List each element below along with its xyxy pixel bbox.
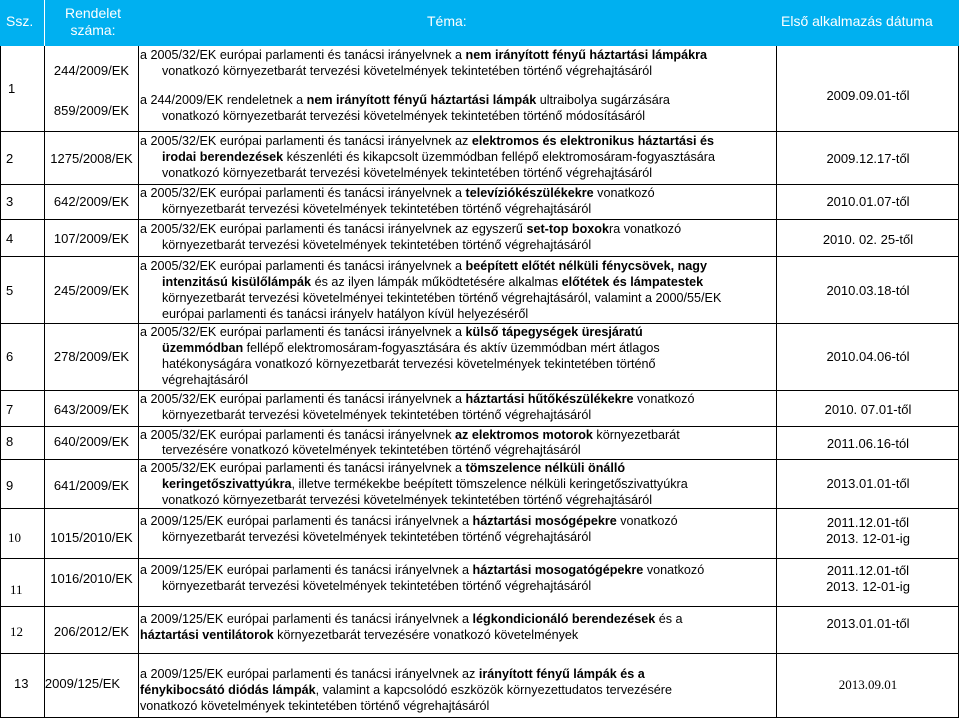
topic-text: a 2005/32/EK európai parlamenti és tanácsi irányelvnek a tömszelence nélküli önálló: [140, 461, 626, 475]
first-application-date: 2009.12.17-től: [826, 151, 910, 166]
row-number: 10: [8, 530, 21, 545]
expiry-date: 2013. 12-01-ig: [826, 579, 910, 594]
topic-text: végrehajtásáról: [162, 373, 249, 387]
regulation-number: 640/2009/EK: [53, 434, 130, 449]
regulation-number: 245/2009/EK: [53, 283, 130, 298]
header-datum: Első alkalmazás dátuma: [781, 13, 933, 29]
row-divider: [0, 256, 959, 257]
row-divider: [0, 131, 959, 132]
first-application-date: 2011.06.16-tól: [826, 436, 910, 451]
topic-text: háztartási ventilátorok környezetbarát tervezésére vonatkozó követelmények: [140, 628, 579, 642]
topic-text: vonatkozó követelmények tekintetében történő végrehajtásáról: [140, 699, 490, 713]
row-number: 7: [6, 402, 14, 417]
topic-text: környezetbarát tervezési követelményei tekintetében történő végrehajtásáról, valamint a 2000/55/EK: [162, 291, 722, 305]
row-divider: [0, 508, 959, 509]
regulation-number: 107/2009/EK: [53, 231, 130, 246]
col-divider: [0, 46, 1, 718]
topic-text: vonatkozó környezetbarát tervezési követelmények tekintetében történő végrehajtásáról: [162, 64, 653, 78]
regulation-number: 1015/2010/EK: [50, 530, 133, 545]
row-number: 12: [10, 624, 23, 639]
first-application-date: 2013.01.01-től: [826, 616, 910, 631]
topic-text: a 2005/32/EK európai parlamenti és tanácsi irányelvnek a beépített előtét nélküli fénycsövek, nagy: [140, 259, 707, 273]
row-number: 8: [6, 434, 14, 449]
topic-text: környezetbarát tervezési követelmények tekintetében történő végrehajtásáról: [162, 408, 592, 422]
topic-text: a 2005/32/EK európai parlamenti és tanácsi irányelvnek az elektromos motorok környezetbarát: [140, 428, 680, 442]
regulation-number: 2009/125/EK: [44, 676, 121, 691]
row-divider: [0, 653, 959, 654]
topic-text: a 2005/32/EK európai parlamenti és tanácsi irányelvnek a külső tápegységek üresjáratú: [140, 325, 643, 339]
topic-text: vonatkozó környezetbarát tervezési követelmények tekintetében történő módosításáról: [162, 109, 646, 123]
table-header: [0, 0, 959, 46]
header-rendelet: Rendelet száma:: [64, 5, 122, 38]
topic-text: a 2005/32/EK európai parlamenti és tanácsi irányelvnek a háztartási hűtőkészülékekre vonatkozó: [140, 392, 695, 406]
first-application-date: 2013.09.01: [838, 677, 898, 692]
regulation-number: 278/2009/EK: [53, 349, 130, 364]
topic-text: a 2005/32/EK európai parlamenti és tanácsi irányelvnek az egyszerű set-top boxokra vonatkozó: [140, 222, 682, 236]
row-divider: [0, 558, 959, 559]
topic-text: tervezésére vonatkozó követelmények tekintetében történő végrehajtásáról: [162, 443, 581, 457]
regulation-number: 1275/2008/EK: [50, 151, 133, 166]
regulation-number: 643/2009/EK: [53, 402, 130, 417]
row-number: 6: [6, 349, 14, 364]
topic-text: irodai berendezések készenléti és kikapcsolt üzemmódban fellépő elektromosáram-fogyasztására: [162, 150, 715, 164]
first-application-date: 2010.04.06-tól: [826, 349, 910, 364]
topic-text: a 2009/125/EK európai parlamenti és tanácsi irányelvnek az irányított fényű lámpák és a: [140, 667, 645, 681]
topic-text: környezetbarát tervezési követelmények tekintetében történő végrehajtásáról: [162, 530, 592, 544]
topic-text: vonatkozó környezetbarát tervezési követelmények tekintetében történő végrehajtásáról: [162, 493, 653, 507]
topic-text: a 2005/32/EK európai parlamenti és tanácsi irányelvnek a televíziókészülékekre vonatkozó: [140, 186, 655, 200]
expiry-date: 2013. 12-01-ig: [826, 531, 910, 546]
topic-text: üzemmódban fellépő elektromosáram-fogyasztására és aktív üzemmódban mért átlagos: [162, 341, 660, 355]
topic-text: a 2005/32/EK európai parlamenti és tanácsi irányelvnek a nem irányított fényű háztartási lámpákra: [140, 48, 707, 62]
first-application-date: 2010.03.18-tól: [826, 283, 910, 298]
col-divider: [138, 46, 139, 718]
first-application-date: 2011.12.01-től: [826, 515, 910, 530]
topic-text: hatékonyságára vonatkozó környezetbarát tervezési követelmények tekintetében történő: [162, 357, 656, 371]
row-number: 2: [6, 151, 14, 166]
regulation-number: 244/2009/EK: [53, 63, 130, 78]
first-application-date: 2011.12.01-től: [826, 563, 910, 578]
row-divider: [0, 219, 959, 220]
row-divider: [0, 606, 959, 607]
regulation-number: 859/2009/EK: [53, 103, 130, 118]
topic-text: keringetőszivattyúkra, illetve termékekbe beépített tömszelence nélküli keringetőszivattyúkra: [162, 477, 688, 491]
topic-text: környezetbarát tervezési követelmények tekintetében történő végrehajtásáról: [162, 202, 592, 216]
topic-text: a 244/2009/EK rendeletnek a nem irányított fényű háztartási lámpák ultraibolya sugárzására: [140, 93, 670, 107]
first-application-date: 2010.01.07-től: [826, 194, 910, 209]
topic-text: környezetbarát tervezési követelmények tekintetében történő végrehajtásáról: [162, 238, 592, 252]
topic-text: a 2009/125/EK európai parlamenti és tanácsi irányelvnek a légkondicionáló berendezések és a: [140, 612, 683, 626]
regulation-number: 642/2009/EK: [53, 194, 130, 209]
row-number: 4: [6, 231, 14, 246]
topic-text: a 2009/125/EK európai parlamenti és tanácsi irányelvnek a háztartási mosogatógépekre vonatkozó: [140, 563, 705, 577]
row-number: 13: [14, 676, 29, 691]
col-divider: [44, 0, 45, 46]
row-number: 9: [6, 478, 14, 493]
row-number: 5: [6, 283, 14, 298]
topic-text: európai parlamenti és tanácsi irányelv hatályon kívül helyezéséről: [162, 307, 529, 321]
header-tema: Téma:: [427, 13, 467, 29]
regulation-number: 206/2012/EK: [53, 624, 130, 639]
regulation-number: 641/2009/EK: [53, 478, 130, 493]
row-number: 1: [8, 81, 16, 96]
topic-text: a 2009/125/EK európai parlamenti és tanácsi irányelvnek a háztartási mosógépekre vonatkozó: [140, 514, 678, 528]
regulation-number: 1016/2010/EK: [50, 571, 133, 586]
header-ssz: Ssz.: [6, 13, 34, 29]
topic-text: intenzitású kisülőlámpák és az ilyen lámpák működtetésére alkalmas előtétek és lámpatestek: [162, 275, 704, 289]
topic-text: vonatkozó környezetbarát tervezési követelmények tekintetében történő végrehajtásáról: [162, 166, 653, 180]
topic-text: fénykibocsátó diódás lámpák, valamint a kapcsolódó eszközök környezettudatos tervezésére: [140, 683, 672, 697]
first-application-date: 2009.09.01-től: [826, 88, 910, 103]
col-divider: [44, 46, 45, 718]
topic-text: a 2005/32/EK európai parlamenti és tanácsi irányelvnek az elektromos és elektronikus háztartási és: [140, 134, 715, 148]
first-application-date: 2010. 02. 25-től: [822, 232, 914, 247]
row-number: 11: [10, 582, 23, 597]
first-application-date: 2013.01.01-től: [826, 476, 910, 491]
topic-text: környezetbarát tervezési követelmények tekintetében történő végrehajtásáról: [162, 579, 592, 593]
row-number: 3: [6, 194, 14, 209]
first-application-date: 2010. 07.01-től: [824, 402, 912, 417]
